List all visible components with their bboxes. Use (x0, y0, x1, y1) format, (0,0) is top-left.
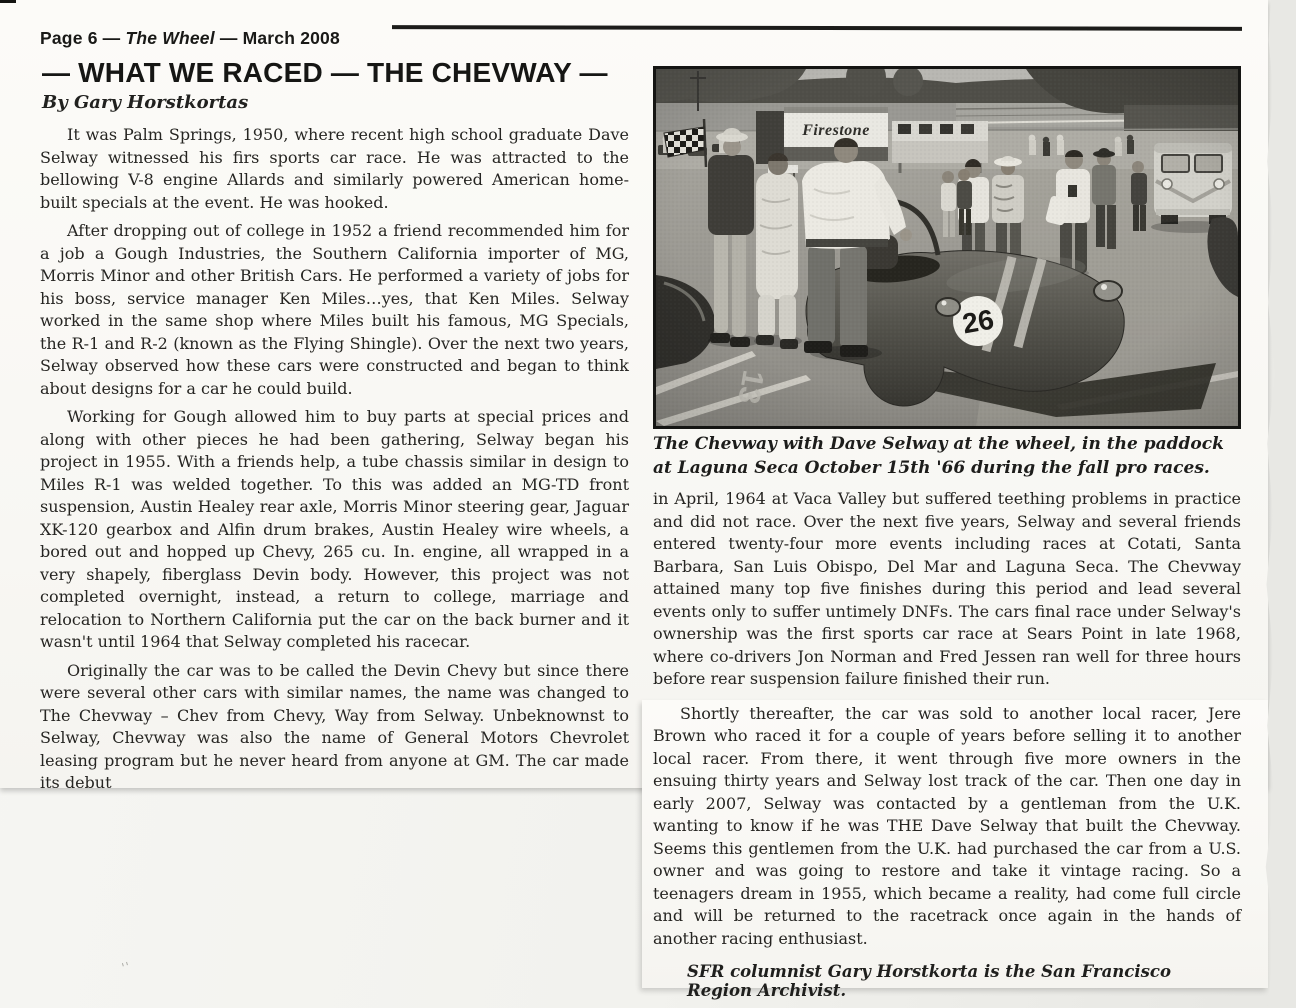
masthead-date: — March 2008 (214, 28, 340, 48)
paddock-photo (653, 66, 1241, 429)
scan-edge-artifact (0, 0, 16, 3)
columnist-credit: SFR columnist Gary Horstkorta is the San Francisco Region Archivist. (687, 962, 1171, 1000)
paragraph: Working for Gough allowed him to buy parts at special prices and along with other pieces he had been gathering, Selway began his project in 1955. With a friends help, a tube chassis similar in design to Miles R-1 was welded together. To this was added an MG-TD front suspension, Austin Healey rear axle, Morris Minor steering gear, Jaguar XK-120 gearbox and Alfin drum brakes, Austin Healey wire wheels, a bored out and hopped up Chevy, 265 cu. In. engine, all wrapped in a very shapely, fiberglass Devin body. However, this project was not completed overnight, instead, a return to college, marriage and relocation to Northern California put the car on the back burner and it wasn't until 1964 that Selway completed his racecar. (40, 407, 629, 651)
paragraph: Originally the car was to be called the Devin Chevy but since there were several other cars with similar names, the name was changed to The Chevway – Chev from Chevy, Way from Selway. Unbeknownst to Selway, Chevway was also the name of General Motors Chevrolet leasing program but he never heard from anyone at GM. The car made its debut (40, 660, 629, 792)
article-title: — WHAT WE RACED — THE CHEVWAY — (42, 57, 608, 88)
article-byline: By Gary Horstkortas (42, 92, 249, 113)
paragraph: After dropping out of college in 1952 a friend recommended him for a job a Gough Industries, the Southern California importer of MG, Morris Minor and other British Cars. He performed a variety of jobs for his boss, service manager Ken Miles…yes, that Ken Miles. Selway worked in the same shop where Miles built his famous, MG Specials, the R-1 and R-2 (known as the Flying Shingle). Over the next two years, Selway observed how these cars were constructed and began to think about designs for a car he could build. (40, 221, 629, 398)
vignette (656, 69, 1238, 426)
left-column (40, 124, 629, 801)
paragraph: It was Palm Springs, 1950, where recent high school graduate Dave Selway witnessed his firs sports car race. He was attracted to the bellowing V-8 engine Allards and similarly powered American home-built specials at the event. He was hooked. (40, 125, 629, 212)
publication-name: The Wheel (125, 28, 215, 48)
masthead-rule (392, 25, 1242, 31)
paragraph: Shortly thereafter, the car was sold to another local racer, Jere Brown who raced it for a couple of years before selling it to another local racer. From there, it went through five more owners in the ensuing thirty years and Selway lost track of the car. Then one day in early 2007, Selway was contacted by a gentleman from the U.K. wanting to know if he was THE Dave Selway that built the Chevway. Seems this gentlemen from the U.K. had purchased the car from a U.S. owner and was going to restore and take it vintage racing. So a teenagers dream in 1955, which became a reality, had come full circle and will be returned to the racetrack once again in the hands of another racing enthusiast. (653, 703, 1241, 948)
right-column (653, 488, 1241, 1000)
paragraph: in April, 1964 at Vaca Valley but suffered teething problems in practice and did not race. Over the next five years, Selway and several friends entered twenty-four more events including races at Cotati, Santa Barbara, San Luis Obispo, Del Mar and Laguna Seca. The Chevway attained many top five finishes during this period and lead several events only to suffer untimely DNFs. The cars final race under Selway's ownership was the first sports car race at Sears Point in late 1968, where co-drivers Jon Norman and Fred Jessen ran well for three hours before rear suspension failure finished their run. (653, 489, 1241, 688)
pencil-mark: '' (120, 959, 133, 975)
masthead-page-label: Page 6 — (40, 28, 126, 48)
masthead (40, 28, 340, 49)
paddock-photo-illustration (656, 69, 1238, 426)
photo-caption: The Chevway with Dave Selway at the wheel, in the paddock at Laguna Seca October 15th '66 during the fall pro races. (653, 434, 1224, 478)
